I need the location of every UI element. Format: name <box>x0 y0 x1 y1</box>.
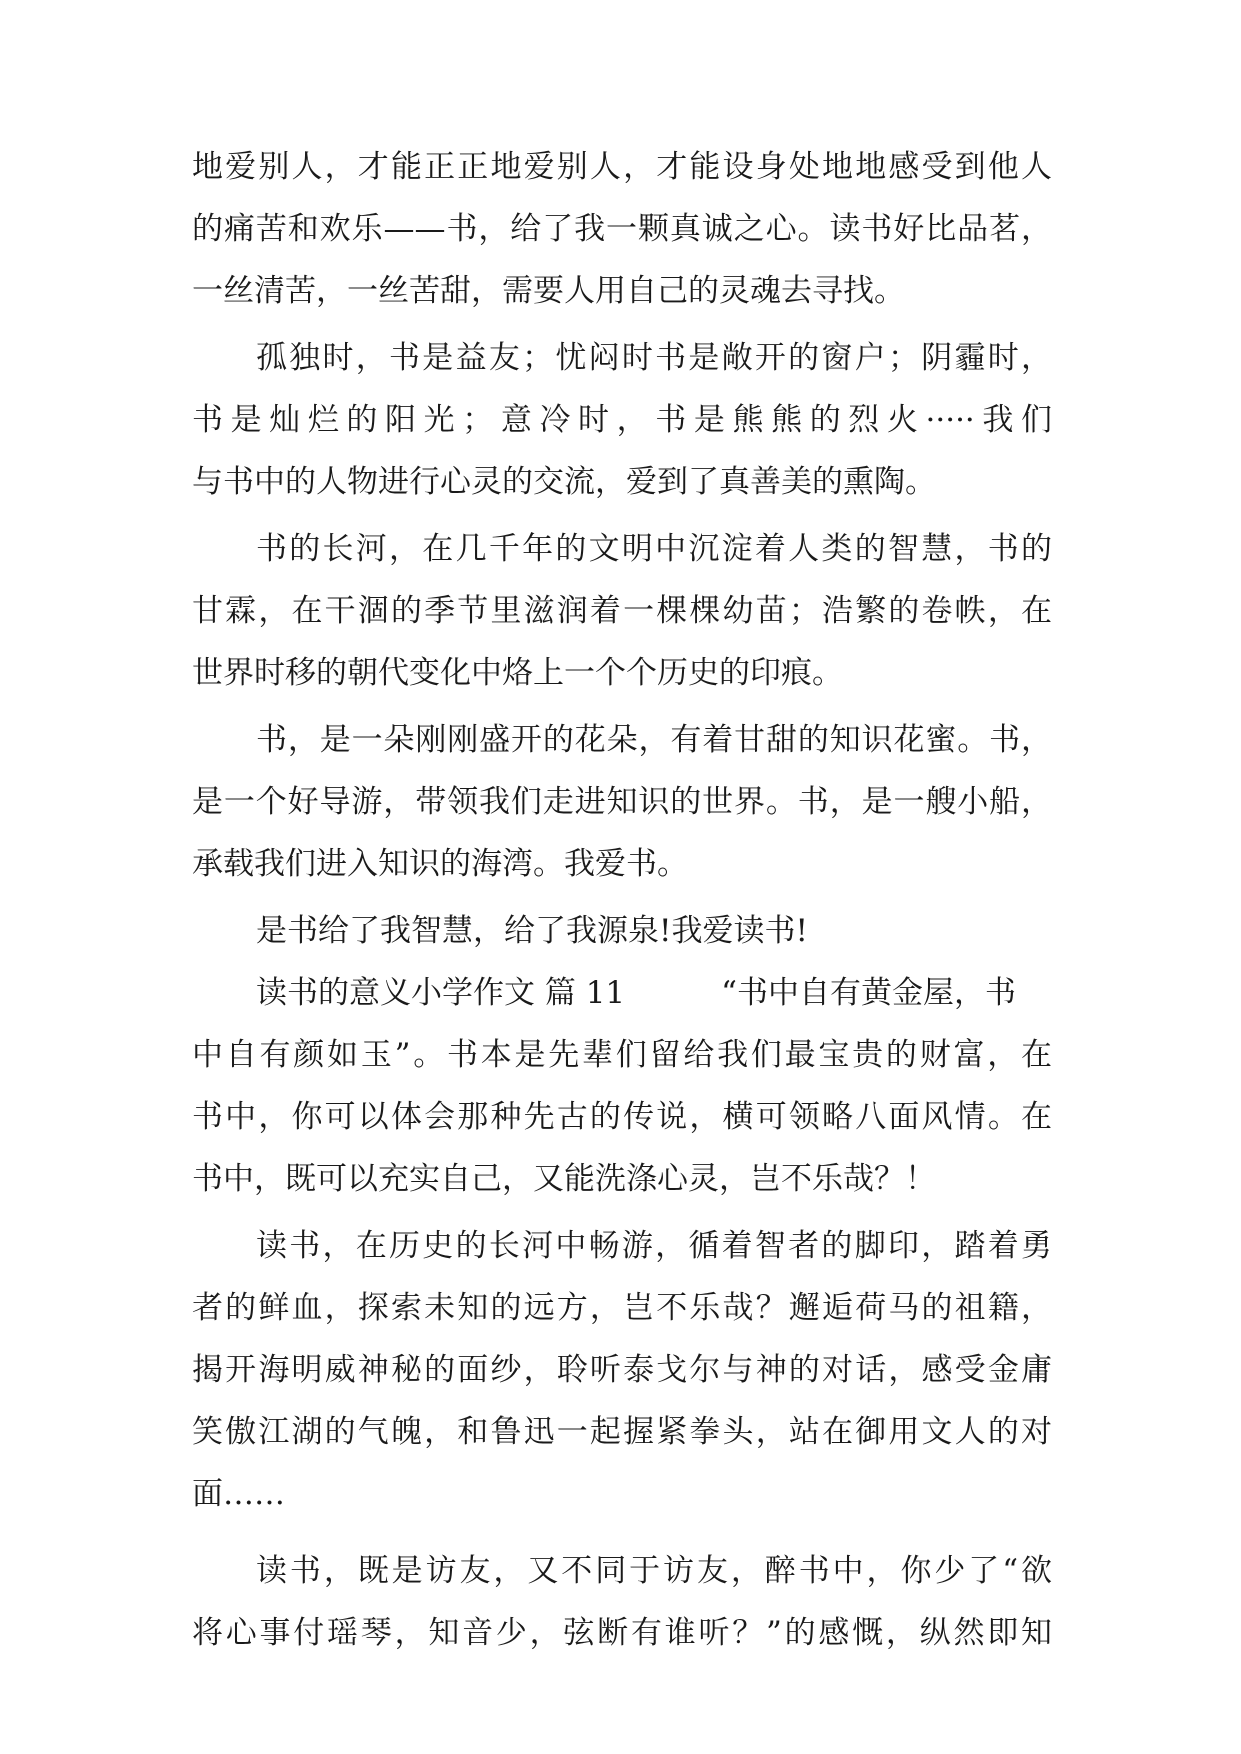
text-line: 书的长河，在几千年的文明中沉淀着人类的智慧，书的 <box>256 531 1052 567</box>
text-line: 与书中的人物进行心灵的交流，爱到了真善美的熏陶。 <box>192 464 936 500</box>
text-line: 是书给了我智慧，给了我源泉!我爱读书! <box>256 913 808 949</box>
text-line: 读书，既是访友，又不同于访友，醉书中，你少了“欲 <box>256 1553 1052 1589</box>
text-line: 是一个好导游，带领我们走进知识的世界。书，是一艘小船， <box>192 784 1052 820</box>
text-line: 笑傲江湖的气魄，和鲁迅一起握紧拳头，站在御用文人的对 <box>192 1414 1052 1450</box>
text-line: 揭开海明威神秘的面纱，聆听泰戈尔与神的对话，感受金庸 <box>192 1352 1052 1388</box>
text-line: 中自有颜如玉”。书本是先辈们留给我们最宝贵的财富，在 <box>192 1037 1052 1073</box>
text-line: 书，是一朵刚刚盛开的花朵，有着甘甜的知识花蜜。书， <box>256 722 1052 758</box>
text-line: 孤独时，书是益友；忧闷时书是敞开的窗户；阴霾时， <box>256 340 1052 376</box>
text-line: 世界时移的朝代变化中烙上一个个历史的印痕。 <box>192 655 843 691</box>
section-heading: 读书的意义小学作文 篇 11 <box>256 975 626 1011</box>
text-line: 者的鲜血，探索未知的远方，岂不乐哉？邂逅荷马的祖籍， <box>192 1290 1052 1326</box>
heading-line <box>256 963 1052 1023</box>
text-line: 的痛苦和欢乐——书，给了我一颗真诚之心。读书好比品茗， <box>192 211 1052 247</box>
text-line: 书中，既可以充实自己，又能洗涤心灵，岂不乐哉？！ <box>192 1161 936 1197</box>
text-line: 读书，在历史的长河中畅游，循着智者的脚印，踏着勇 <box>256 1228 1052 1264</box>
text-line: 地爱别人，才能正正地爱别人，才能设身处地地感受到他人 <box>192 149 1052 185</box>
text-line: 甘霖，在干涸的季节里滋润着一棵棵幼苗；浩繁的卷帙，在 <box>192 593 1052 629</box>
text-segment: “书中自有黄金屋，书 <box>721 975 1017 1011</box>
text-line: 书是灿烂的阳光；意冷时，书是熊熊的烈火·····我们 <box>192 402 1052 438</box>
text-line: 一丝清苦，一丝苦甜，需要人用自己的灵魂去寻找。 <box>192 273 905 309</box>
text-line: 面…… <box>192 1476 285 1512</box>
text-line: 将心事付瑶琴，知音少，弦断有谁听？”的感慨，纵然即知 <box>192 1615 1052 1651</box>
text-line: 承载我们进入知识的海湾。我爱书。 <box>192 846 688 882</box>
text-line: 书中，你可以体会那种先古的传说，横可领略八面风情。在 <box>192 1099 1052 1135</box>
